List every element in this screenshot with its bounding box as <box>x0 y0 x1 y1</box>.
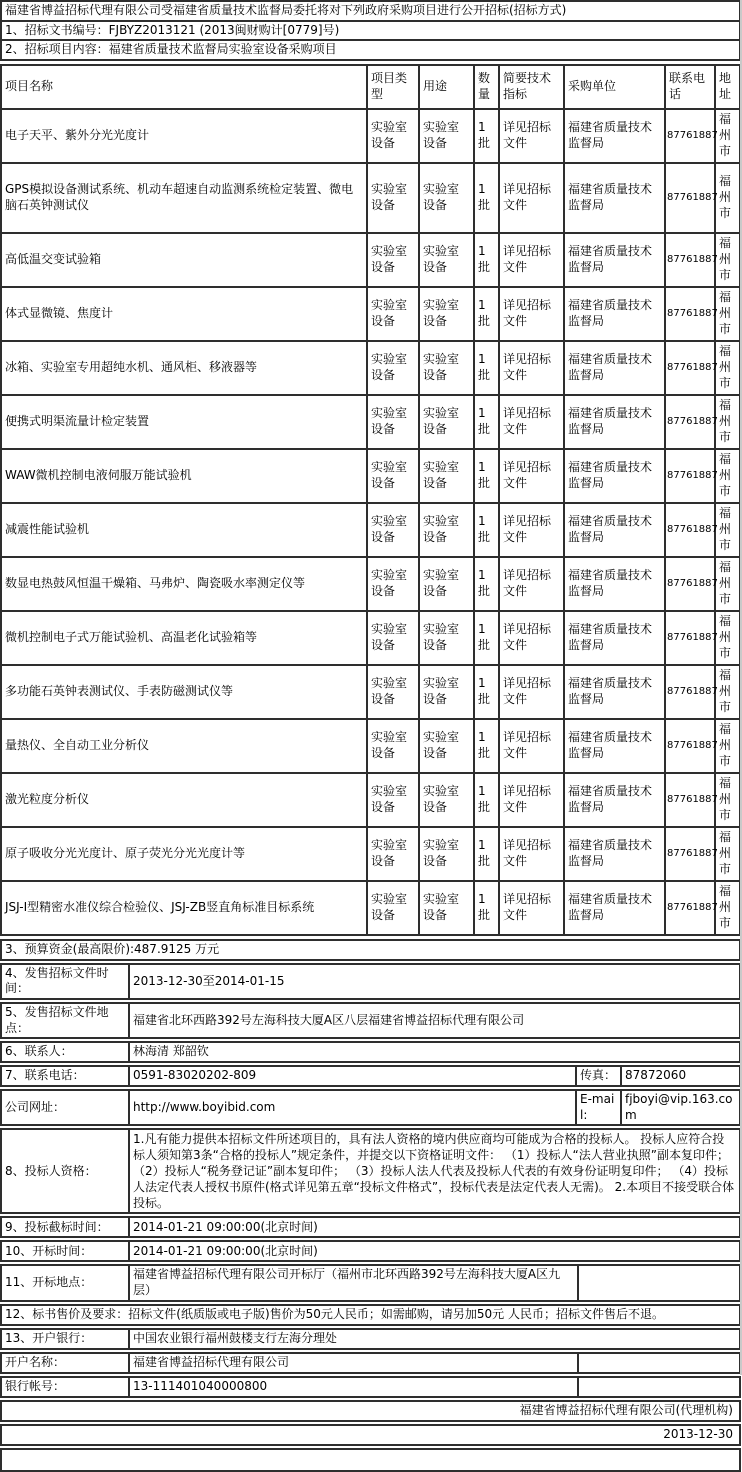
sale-place-label: 5、发售招标文件地点： <box>1 1003 129 1038</box>
quantity-cell: 1批 <box>474 881 499 935</box>
quantity-cell: 1批 <box>474 163 499 233</box>
spec-cell: 详见招标文件 <box>499 233 564 287</box>
spec-cell: 详见招标文件 <box>499 109 564 163</box>
usage-cell: 实验室设备 <box>419 773 474 827</box>
project-name-cell: 数显电热鼓风恒温干燥箱、马弗炉、陶瓷吸水率测定仪等 <box>1 557 367 611</box>
quantity-cell: 1批 <box>474 719 499 773</box>
usage-cell: 实验室设备 <box>419 557 474 611</box>
bank-row <box>0 1328 741 1350</box>
spec-cell: 详见招标文件 <box>499 719 564 773</box>
project-type-cell: 实验室设备 <box>367 773 419 827</box>
usage-cell: 实验室设备 <box>419 233 474 287</box>
phone-cell: 87761887 <box>665 719 715 773</box>
address-cell: 福州市 <box>715 395 740 449</box>
address-cell: 福州市 <box>715 557 740 611</box>
deadline-row <box>0 1216 741 1238</box>
phone-cell: 87761887 <box>665 611 715 665</box>
items-header-row <box>1 65 740 109</box>
table-row <box>1 827 740 881</box>
sign-date-row <box>0 1424 741 1446</box>
phone-cell: 87761887 <box>665 163 715 233</box>
buyer-cell: 福建省质量技术监督局 <box>564 163 665 233</box>
address-cell: 福州市 <box>715 449 740 503</box>
quantity-cell: 1批 <box>474 287 499 341</box>
quantity-cell: 1批 <box>474 341 499 395</box>
deadline-value: 2014-01-21 09:00:00(北京时间) <box>129 1217 740 1237</box>
address-cell: 福州市 <box>715 719 740 773</box>
table-row <box>1 449 740 503</box>
project-type-cell: 实验室设备 <box>367 827 419 881</box>
project-name-cell: GPS模拟设备测试系统、机动车超速自动监测系统检定装置、微电脑石英钟测试仪 <box>1 163 367 233</box>
qualification-row <box>0 1128 741 1214</box>
project-type-cell: 实验室设备 <box>367 163 419 233</box>
buyer-cell: 福建省质量技术监督局 <box>564 503 665 557</box>
spec-cell: 详见招标文件 <box>499 827 564 881</box>
phone-cell: 87761887 <box>665 557 715 611</box>
table-row <box>1 503 740 557</box>
usage-cell: 实验室设备 <box>419 287 474 341</box>
fax-value: 87872060 <box>621 1066 740 1086</box>
spec-cell: 详见招标文件 <box>499 611 564 665</box>
header-quantity: 数量 <box>474 65 499 109</box>
project-name-cell: WAW微机控制电液伺服万能试验机 <box>1 449 367 503</box>
fax-label: 传真： <box>576 1066 621 1086</box>
intro-table <box>0 0 741 61</box>
quantity-cell: 1批 <box>474 773 499 827</box>
open-place-value: 福建省博益招标代理有限公司开标厅（福州市北环西路392号左海科技大厦A区九层） <box>129 1265 578 1300</box>
table-row <box>1 665 740 719</box>
usage-cell: 实验室设备 <box>419 665 474 719</box>
items-table <box>0 64 741 936</box>
sale-time-row <box>0 963 741 1000</box>
project-name-cell: 减震性能试验机 <box>1 503 367 557</box>
table-row <box>1 233 740 287</box>
buyer-cell: 福建省质量技术监督局 <box>564 773 665 827</box>
spec-cell: 详见招标文件 <box>499 773 564 827</box>
buyer-cell: 福建省质量技术监督局 <box>564 557 665 611</box>
phone-row <box>0 1065 741 1087</box>
phone-cell: 87761887 <box>665 503 715 557</box>
table-row <box>1 719 740 773</box>
project-type-cell: 实验室设备 <box>367 287 419 341</box>
project-type-cell: 实验室设备 <box>367 109 419 163</box>
account-name-spare-cell <box>578 1353 740 1373</box>
open-time-label: 10、开标时间： <box>1 1241 129 1261</box>
account-name-label: 开户名称： <box>1 1353 129 1373</box>
spec-cell: 详见招标文件 <box>499 163 564 233</box>
address-cell: 福州市 <box>715 109 740 163</box>
project-type-cell: 实验室设备 <box>367 881 419 935</box>
project-name-cell: 便携式明渠流量计检定装置 <box>1 395 367 449</box>
address-cell: 福州市 <box>715 163 740 233</box>
buyer-cell: 福建省质量技术监督局 <box>564 109 665 163</box>
buyer-cell: 福建省质量技术监督局 <box>564 449 665 503</box>
account-no-value: 13-111401040000800 <box>129 1377 578 1397</box>
buyer-cell: 福建省质量技术监督局 <box>564 233 665 287</box>
spec-cell: 详见招标文件 <box>499 341 564 395</box>
project-name-cell: 高低温交变试验箱 <box>1 233 367 287</box>
address-cell: 福州市 <box>715 611 740 665</box>
phone-cell: 87761887 <box>665 287 715 341</box>
account-no-spare-cell <box>578 1377 740 1397</box>
phone-cell: 87761887 <box>665 341 715 395</box>
open-place-spare-cell <box>578 1265 740 1300</box>
email-value: fjboyi@vip.163.com <box>621 1090 740 1125</box>
empty-cell <box>1 1449 740 1471</box>
usage-cell: 实验室设备 <box>419 719 474 773</box>
doc-price-text: 12、标书售价及要求：招标文件(纸质版或电子版)售价为50元人民币；如需邮购，请另加50元 人民币；招标文件售后不退。 <box>1 1305 740 1325</box>
project-name-cell: 量热仪、全自动工业分析仪 <box>1 719 367 773</box>
address-cell: 福州市 <box>715 233 740 287</box>
buyer-cell: 福建省质量技术监督局 <box>564 341 665 395</box>
phone-cell: 87761887 <box>665 773 715 827</box>
header-project-type: 项目类型 <box>367 65 419 109</box>
qualification-label: 8、投标人资格： <box>1 1129 129 1213</box>
project-type-cell: 实验室设备 <box>367 341 419 395</box>
buyer-cell: 福建省质量技术监督局 <box>564 611 665 665</box>
phone-cell: 87761887 <box>665 449 715 503</box>
usage-cell: 实验室设备 <box>419 827 474 881</box>
usage-cell: 实验室设备 <box>419 881 474 935</box>
phone-cell: 87761887 <box>665 881 715 935</box>
address-cell: 福州市 <box>715 341 740 395</box>
table-row <box>1 163 740 233</box>
open-place-label: 11、开标地点： <box>1 1265 129 1300</box>
project-name-cell: 多功能石英钟表测试仪、手表防磁测试仪等 <box>1 665 367 719</box>
phone-cell: 87761887 <box>665 827 715 881</box>
phone-cell: 87761887 <box>665 665 715 719</box>
sale-time-value: 2013-12-30至2014-01-15 <box>129 964 740 999</box>
spec-cell: 详见招标文件 <box>499 881 564 935</box>
address-cell: 福州市 <box>715 287 740 341</box>
quantity-cell: 1批 <box>474 503 499 557</box>
table-row <box>1 395 740 449</box>
account-name-row <box>0 1352 741 1374</box>
usage-cell: 实验室设备 <box>419 341 474 395</box>
account-no-label: 银行帐号： <box>1 1377 129 1397</box>
sale-time-label: 4、发售招标文件时间： <box>1 964 129 999</box>
header-phone: 联系电话 <box>665 65 715 109</box>
project-name-cell: 激光粒度分析仪 <box>1 773 367 827</box>
spec-cell: 详见招标文件 <box>499 449 564 503</box>
project-name-cell: 电子天平、紫外分光光度计 <box>1 109 367 163</box>
table-row <box>1 109 740 163</box>
table-row <box>1 881 740 935</box>
email-label: E-mail: <box>576 1090 621 1125</box>
contacts-value: 林海清 郑韶钦 <box>129 1042 740 1062</box>
project-name-cell: 微机控制电子式万能试验机、高温老化试验箱等 <box>1 611 367 665</box>
address-cell: 福州市 <box>715 881 740 935</box>
budget-text: 3、预算资金(最高限价):487.9125 万元 <box>1 940 740 960</box>
header-buyer: 采购单位 <box>564 65 665 109</box>
usage-cell: 实验室设备 <box>419 163 474 233</box>
contacts-row <box>0 1041 741 1063</box>
buyer-cell: 福建省质量技术监督局 <box>564 395 665 449</box>
spec-cell: 详见招标文件 <box>499 557 564 611</box>
open-time-row <box>0 1240 741 1262</box>
bank-value: 中国农业银行福州鼓楼支行左海分理处 <box>129 1329 740 1349</box>
usage-cell: 实验室设备 <box>419 449 474 503</box>
usage-cell: 实验室设备 <box>419 503 474 557</box>
quantity-cell: 1批 <box>474 395 499 449</box>
project-type-cell: 实验室设备 <box>367 395 419 449</box>
phone-cell: 87761887 <box>665 109 715 163</box>
contacts-label: 6、联系人： <box>1 1042 129 1062</box>
doc-number-line: 1、招标文书编号：FJBYZ2013121 (2013闽财购计[0779]号) <box>1 21 740 41</box>
header-spec: 简要技术指标 <box>499 65 564 109</box>
project-name-cell: 冰箱、实验室专用超纯水机、通风柜、移液器等 <box>1 341 367 395</box>
usage-cell: 实验室设备 <box>419 109 474 163</box>
buyer-cell: 福建省质量技术监督局 <box>564 827 665 881</box>
empty-row <box>0 1448 741 1472</box>
sign-date: 2013-12-30 <box>1 1425 740 1445</box>
phone-cell: 87761887 <box>665 233 715 287</box>
buyer-cell: 福建省质量技术监督局 <box>564 881 665 935</box>
project-type-cell: 实验室设备 <box>367 503 419 557</box>
doc-price-row <box>0 1304 741 1326</box>
open-place-row <box>0 1264 741 1301</box>
table-row <box>1 611 740 665</box>
spec-cell: 详见招标文件 <box>499 503 564 557</box>
project-name-cell: 原子吸收分光光度计、原子荧光分光光度计等 <box>1 827 367 881</box>
project-type-cell: 实验室设备 <box>367 449 419 503</box>
header-address: 地址 <box>715 65 740 109</box>
quantity-cell: 1批 <box>474 557 499 611</box>
table-row <box>1 341 740 395</box>
account-no-row <box>0 1376 741 1398</box>
qualification-value: 1.凡有能力提供本招标文件所述项目的，具有法人资格的境内供应商均可能成为合格的投标人。 投标人应符合投标人须知第3条“合格的投标人”规定条件，并提交以下资格证明文件： （1）投标人“法人营业执照”副本复印件； （2）投标人“税务登记证”副本复印件； （3）投标人法人代表及投标人代表的有效身份证明复印件； （4）投标人法定代表人授权书原件(格式详见第五章“投标文件格式”，投标代表是法定代表人无需)。 2.本项目不接受联合体投标。 <box>129 1129 740 1213</box>
website-row <box>0 1089 741 1126</box>
project-content-line: 2、招标项目内容：福建省质量技术监督局实验室设备采购项目 <box>1 40 740 60</box>
project-name-cell: 体式显微镜、焦度计 <box>1 287 367 341</box>
header-project-name: 项目名称 <box>1 65 367 109</box>
address-cell: 福州市 <box>715 665 740 719</box>
table-row <box>1 557 740 611</box>
budget-row <box>0 939 741 961</box>
usage-cell: 实验室设备 <box>419 611 474 665</box>
spec-cell: 详见招标文件 <box>499 395 564 449</box>
buyer-cell: 福建省质量技术监督局 <box>564 287 665 341</box>
address-cell: 福州市 <box>715 503 740 557</box>
account-name-value: 福建省博益招标代理有限公司 <box>129 1353 578 1373</box>
quantity-cell: 1批 <box>474 109 499 163</box>
open-time-value: 2014-01-21 09:00:00(北京时间) <box>129 1241 740 1261</box>
table-row <box>1 773 740 827</box>
quantity-cell: 1批 <box>474 233 499 287</box>
project-type-cell: 实验室设备 <box>367 611 419 665</box>
project-type-cell: 实验室设备 <box>367 665 419 719</box>
spec-cell: 详见招标文件 <box>499 287 564 341</box>
project-name-cell: JSJ-Ⅰ型精密水准仪综合检验仪、JSJ-ZB竖直角标准目标系统 <box>1 881 367 935</box>
quantity-cell: 1批 <box>474 611 499 665</box>
address-cell: 福州市 <box>715 827 740 881</box>
sale-place-row <box>0 1002 741 1039</box>
quantity-cell: 1批 <box>474 665 499 719</box>
agency-signature: 福建省博益招标代理有限公司(代理机构) <box>1 1401 740 1421</box>
bank-label: 13、开户银行： <box>1 1329 129 1349</box>
header-usage: 用途 <box>419 65 474 109</box>
project-type-cell: 实验室设备 <box>367 557 419 611</box>
sale-place-value: 福建省北环西路392号左海科技大厦A区八层福建省博益招标代理有限公司 <box>129 1003 740 1038</box>
project-type-cell: 实验室设备 <box>367 719 419 773</box>
quantity-cell: 1批 <box>474 449 499 503</box>
spec-cell: 详见招标文件 <box>499 665 564 719</box>
phone-cell: 87761887 <box>665 395 715 449</box>
address-cell: 福州市 <box>715 773 740 827</box>
website-value: http://www.boyibid.com <box>129 1090 576 1125</box>
phone-label: 7、联系电话： <box>1 1066 129 1086</box>
buyer-cell: 福建省质量技术监督局 <box>564 665 665 719</box>
usage-cell: 实验室设备 <box>419 395 474 449</box>
buyer-cell: 福建省质量技术监督局 <box>564 719 665 773</box>
project-type-cell: 实验室设备 <box>367 233 419 287</box>
table-row <box>1 287 740 341</box>
quantity-cell: 1批 <box>474 827 499 881</box>
agency-signature-row <box>0 1400 741 1422</box>
intro-line: 福建省博益招标代理有限公司受福建省质量技术监督局委托将对下列政府采购项目进行公开招标(招标方式) <box>1 1 740 21</box>
website-label: 公司网址： <box>1 1090 129 1125</box>
phone-value: 0591-83020202-809 <box>129 1066 576 1086</box>
deadline-label: 9、投标截标时间： <box>1 1217 129 1237</box>
